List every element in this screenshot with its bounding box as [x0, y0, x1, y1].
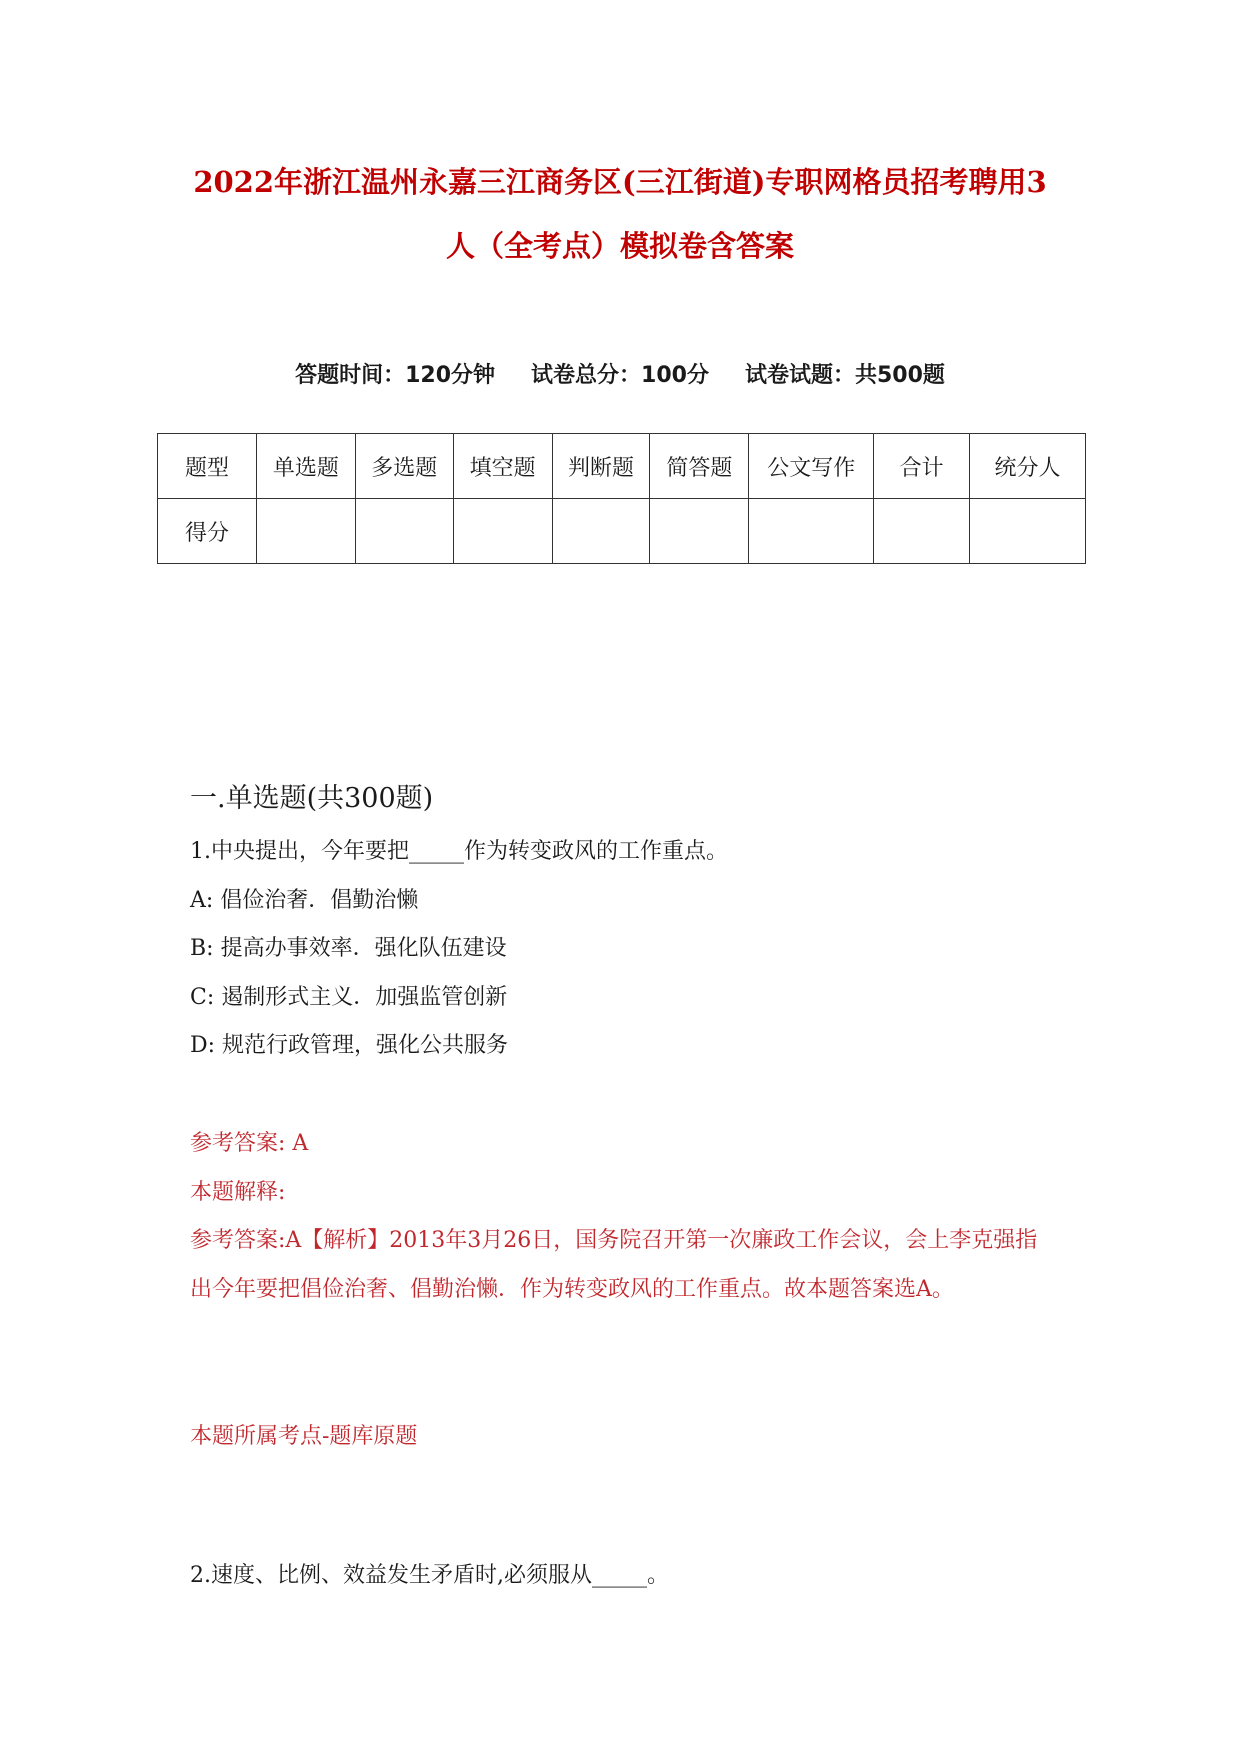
exam-total-score: 试卷总分：100分 — [531, 363, 709, 388]
header-cell: 简答题 — [650, 434, 749, 499]
header-cell: 填空题 — [453, 434, 552, 499]
option-b: B: 提高办事效率．强化队伍建设 — [190, 936, 507, 961]
question-2 — [190, 1552, 1070, 1601]
score-row-label: 得分 — [158, 499, 257, 564]
score-cell — [256, 499, 355, 564]
title-line-2: 人（全考点）模拟卷含答案 — [445, 229, 794, 263]
option-a: A: 倡俭治奢．倡勤治懒 — [190, 887, 419, 913]
exam-question-count: 试卷试题：共500题 — [744, 363, 945, 388]
explanation-label: 本题解释: — [190, 1179, 286, 1205]
section-title: 一.单选题(共300题) — [190, 783, 434, 814]
score-cell — [650, 499, 749, 564]
header-cell: 合计 — [874, 434, 970, 499]
question-stem: 2.速度、比例、效益发生矛盾时,必须服从_____。 — [190, 1563, 669, 1588]
header-cell: 题型 — [158, 434, 257, 499]
score-cell — [355, 499, 453, 564]
source-text: 本题所属考点-题库原题 — [190, 1424, 418, 1449]
header-cell: 多选题 — [355, 434, 453, 499]
question-source — [190, 1413, 1070, 1462]
score-table-score-row — [158, 499, 1086, 564]
exam-time: 答题时间：120分钟 — [295, 363, 496, 388]
exam-info — [160, 358, 1080, 389]
score-table-header-row — [158, 434, 1086, 499]
score-cell — [749, 499, 874, 564]
header-cell: 判断题 — [552, 434, 650, 499]
title-line-1: 2022年浙江温州永嘉三江商务区(三江街道)专职网格员招考聘用3 — [193, 165, 1047, 199]
header-cell: 公文写作 — [749, 434, 874, 499]
score-cell — [970, 499, 1086, 564]
question-1 — [190, 828, 1070, 1071]
header-cell: 统分人 — [970, 434, 1086, 499]
score-table — [157, 433, 1086, 564]
score-cell — [874, 499, 970, 564]
option-d: D: 规范行政管理，强化公共服务 — [190, 1033, 509, 1058]
reference-answer: 参考答案: A — [190, 1131, 309, 1156]
option-c: C: 遏制形式主义．加强监管创新 — [190, 984, 508, 1010]
header-cell: 单选题 — [256, 434, 355, 499]
document-title — [160, 150, 1080, 278]
score-cell — [453, 499, 552, 564]
score-cell — [552, 499, 650, 564]
explanation-text: 参考答案:A【解析】2013年3月26日，国务院召开第一次廉政工作会议，会上李克强指出今年要把倡俭治奢、倡勤治懒．作为转变政风的工作重点。故本题答案选A。 — [190, 1228, 1038, 1302]
answer-block — [190, 1120, 1070, 1314]
question-stem: 1.中央提出，今年要把_____作为转变政风的工作重点。 — [190, 839, 728, 864]
